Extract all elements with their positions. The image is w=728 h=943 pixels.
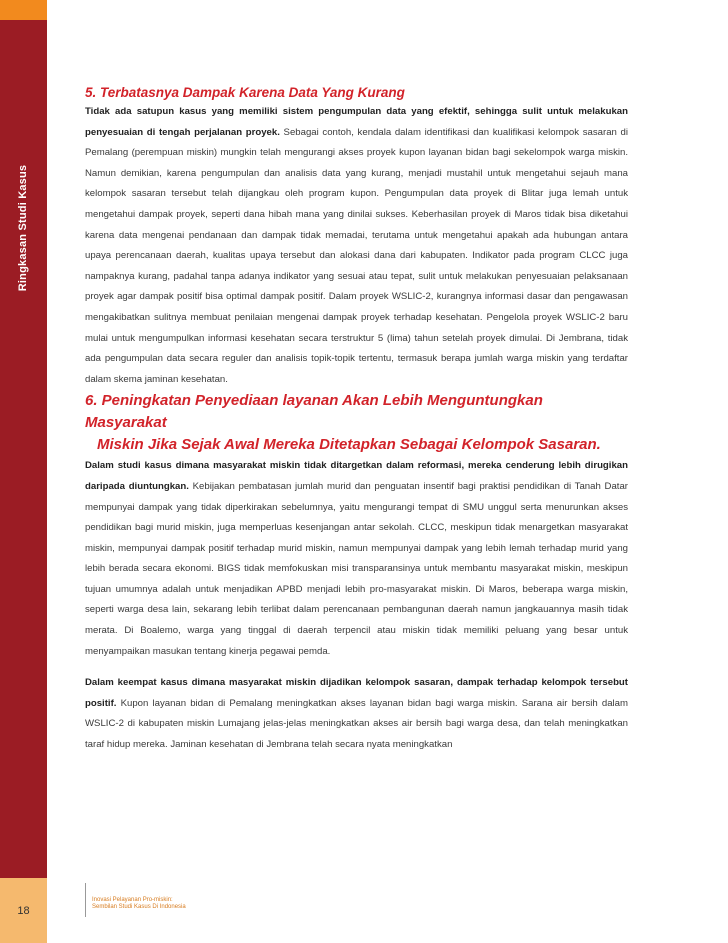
section-5-paragraph xyxy=(85,102,628,390)
section-6-paragraph-1 xyxy=(85,456,628,662)
section-5-text: Sebagai contoh, kendala dalam identifikasi dan kualifikasi kelompok sasaran di Pemalang (perempuan miskin) mungkin telah mengurangi akses proyek kupon layanan bidan bagi sekelompok warga miskin. Namun demikian, karena pengumpulan dan analisis data yang kurang, menjadi mustahil untuk mengetahui sejauh mana kelompok sasaran tersebut telah dijangkau oleh program kupon. Pengumpulan data proyek di Blitar juga lemah untuk mengetahui dampak proyek, seperti dana hibah mana yang dinilai sukses. Keberhasilan proyek di Maros tidak bisa diketahui karena data mengenai pendanaan dan dampak tidak memadai, terutama untuk mengetahui apakah ada hubungan antara upaya perencanaan daerah, kualitas upaya tersebut dan alokasi dana dari kabupaten. Indikator pada program CLCC juga nampaknya kurang, padahal tanpa adanya indikator yang sesuai atau tepat, sulit untuk melakukan penyesuaian pelaksanaan proyek agar dampak positif bisa optimal dampak positif. Dalam proyek WSLIC-2, kurangnya informasi dasar dan pengawasan mengakibatkan sulitnya membuat penilaian mengenai dampak proyek terhadap kesehatan. Pengelola proyek WSLIC-2 baru mulai untuk mengumpulkan informasi kesehatan secara terstruktur 5 (lima) tahun setelah proyek dimulai. Di Jembrana, tidak ada pengumpulan data secara reguler dan analisis topik-topik tertentu, termasuk berapa jumlah warga miskin yang terdaftar dalam skema jaminan kesehatan. xyxy=(85,126,628,385)
page-footer xyxy=(85,883,186,917)
page-number-box xyxy=(0,878,47,943)
side-section-label-text: Ringkasan Studi Kasus xyxy=(17,164,29,292)
footer-line-1: Inovasi Pelayanan Pro-miskin: xyxy=(92,897,173,903)
page-number: 18 xyxy=(17,905,30,917)
side-section-label xyxy=(0,0,47,943)
section-5-title: 5. Terbatasnya Dampak Karena Data Yang Kurang xyxy=(85,85,405,100)
section-6-title-line2: Miskin Jika Sejak Awal Mereka Ditetapkan Sebagai Kelompok Sasaran. xyxy=(97,436,601,454)
section-6-text-1: Kebijakan pembatasan jumlah murid dan penguatan insentif bagi praktisi pendidikan di Tanah Datar mempunyai dampak yang tidak diperkirakan sebelumnya, yaitu mengurangi tempat di SMU unggul serta menurunkan akses pendidikan bagi murid miskin, juga memperluas kesenjangan antar sekolah. CLCC, meskipun tidak menargetkan masyarakat miskin, mempunyai dampak positif terhadap murid miskin, namun mempunyai dampak yang lebih lemah terhadap murid yang lebih berada secara ekonomi. BIGS tidak memfokuskan misi transparansinya untuk membantu masyarakat miskin, meskipun tujuan umumnya adalah untuk menjadikan APBD menjadi lebih pro-masyarakat miskin. Di Maros, beberapa warga miskin, seperti warga desa lain, sekarang lebih terlibat dalam perencanaan pembangunan daerah namun jangkauannya masih tidak merata. Di Boalemo, warga yang tinggal di daerah terpencil atau miskin tidak memiliki peluang yang besar untuk menyampaikan masukan tentang kinerja pegawai pemda. xyxy=(85,480,628,657)
section-6-lead-1: Dalam studi kasus dimana masyarakat miskin tidak ditargetkan dalam reformasi, mereka cenderung lebih dirugikan daripada diuntungkan. xyxy=(85,460,628,492)
section-6-paragraph-2 xyxy=(85,673,628,755)
section-5-lead: Tidak ada satupun kasus yang memiliki sistem pengumpulan data yang efektif, sehingga sulit untuk melakukan penyesuaian di tengah perjalanan proyek. xyxy=(85,106,628,138)
footer-line-2: Sembilan Studi Kasus Di Indonesia xyxy=(92,904,186,910)
main-content xyxy=(85,84,628,756)
section-6-lead-2: Dalam keempat kasus dimana masyarakat miskin dijadikan kelompok sasaran, dampak terhadap kelompok tersebut positif. xyxy=(85,677,628,709)
section-6-title-line1: 6. Peningkatan Penyediaan layanan Akan Lebih Menguntungkan Masyarakat xyxy=(85,392,543,432)
section-6-title xyxy=(85,390,628,456)
section-6-text-2: Kupon layanan bidan di Pemalang meningkatkan akses layanan bidan bagi warga miskin. Sarana air bersih dalam WSLIC-2 di kabupaten miskin Lumajang jelas-jelas meningkatkan akses air bersih bagi warga desa, dan telah meningkatkan taraf hidup mereka. Jaminan kesehatan di Jembrana telah secara nyata meningkatkan xyxy=(85,697,628,751)
